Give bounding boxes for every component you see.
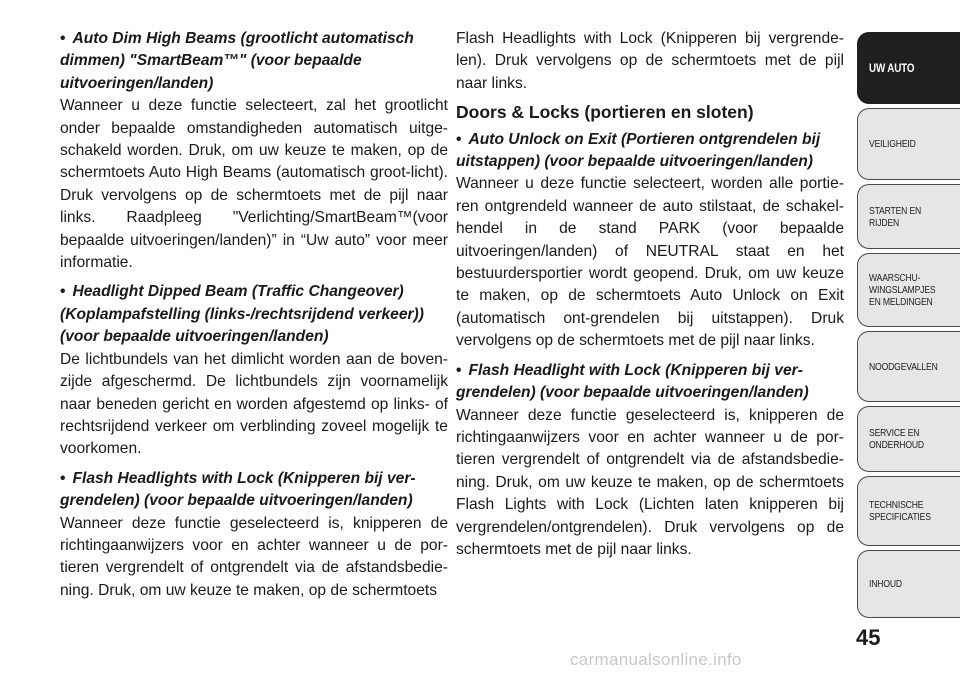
left-column	[60, 28, 448, 609]
item-flash-headlights-with-lock	[60, 468, 448, 602]
watermark: carmanualsonline.info	[570, 650, 742, 669]
tab-starten-en-rijden[interactable]	[857, 184, 960, 249]
item-title	[60, 281, 448, 348]
bullet: •	[456, 130, 462, 148]
bullet: •	[60, 283, 66, 301]
item-body: De lichtbundels van het dimlicht worden aan de boven-zijde afgeschermd. De lichtbundels zijn voornamelijk naar beneden gericht en worden afgestemd op links- of rechtsrijdend verkeer om verblinding zoveel mogelijk te voorkomen.	[60, 350, 448, 458]
item-auto-unlock-on-exit	[456, 129, 844, 353]
item-title	[456, 129, 844, 174]
tab-inhoud[interactable]	[857, 550, 960, 618]
section-heading: Doors & Locks (portieren en sloten)	[456, 102, 754, 123]
tab-technische-specificaties[interactable]	[857, 476, 960, 546]
item-body: Wanneer u deze functie selecteert, zal het grootlicht onder bepaalde omstandigheden automatisch uitge-schakeld worden. Druk, om uw keuze te maken, op de schermtoets Auto High Beams (automatisch groot-licht). Druk vervolgens op de schermtoets met de pijl naar links. Raadpleeg "Verlichting/SmartBeam™(voor bepaalde uitvoeringen/landen)” in “Uw auto” voor meer informatie.	[60, 97, 448, 272]
tab-label: NOODGEVALLEN	[869, 360, 938, 373]
item-title	[60, 28, 448, 95]
tab-waarschuwingslampjes[interactable]	[857, 253, 960, 327]
right-column	[456, 28, 844, 568]
tab-label: SERVICE EN ONDERHOUD	[869, 427, 924, 451]
tab-uw-auto[interactable]	[857, 32, 960, 104]
bullet: •	[456, 361, 462, 379]
bullet: •	[60, 469, 66, 487]
item-body: Wanneer deze functie geselecteerd is, knipperen de richtingaanwijzers voor en achter wanneer u de por-tieren vergrendelt of ontgrendelt via de afstandsbedie-ning. Druk, om uw keuze te maken, op de schermtoets	[60, 514, 448, 599]
tab-service-en-onderhoud[interactable]	[857, 406, 960, 472]
item-title-text: Auto Dim High Beams (grootlicht automatisch dimmen) "SmartBeam™" (voor bepaalde uitvoeringen/landen)	[60, 30, 414, 92]
tab-label: UW AUTO	[869, 61, 915, 75]
page-number: 45	[856, 625, 881, 650]
item-title-text: Flash Headlight with Lock (Knipperen bij ver-grendelen) (voor bepaalde uitvoeringen/landen)	[456, 361, 809, 402]
item-body: Wanneer deze functie geselecteerd is, knipperen de richtingaanwijzers voor en achter wanneer u de por-tieren vergrendelt of ontgrendelt via de afstandsbedie-ning. Druk, om uw keuze te maken, op de schermtoets Flash Lights with Lock (Lichten laten knipperen bij vergrendelen/ontgrendelen). Druk vervolgens op de schermtoets met de pijl naar links.	[456, 406, 844, 558]
item-title-text: Auto Unlock on Exit (Portieren ontgrendelen bij uitstappen) (voor bepaalde uitvoeringen/landen)	[456, 130, 821, 171]
item-auto-dim-high-beams	[60, 28, 448, 274]
item-headlight-dipped-beam	[60, 281, 448, 460]
item-body: Wanneer u deze functie selecteert, worden alle portie-ren ontgrendeld wanneer de auto stilstaat, de schakel-hendel in de stand PARK (voor bepaalde uitvoeringen/landen) of NEUTRAL staat en het bestuurdersportier wordt geopend. Druk, om uw keuze te maken, op de schermtoets Auto Unlock on Exit (automatisch ont-grendelen bij uitstappen). Druk vervolgens op de schermtoets met de pijl naar links.	[456, 175, 844, 350]
continuation-text: Flash Headlights with Lock (Knipperen bij vergrende-len). Druk vervolgens op de schermtoets met de pijl naar links.	[456, 30, 844, 92]
tab-label: VEILIGHEID	[869, 138, 916, 150]
item-title-text: Headlight Dipped Beam (Traffic Changeover) (Koplampafstelling (links-/rechtsrijdend verkeer)) (voor bepaalde uitvoeringen/landen)	[60, 283, 424, 346]
tab-label: TECHNISCHE SPECIFICATIES	[869, 499, 931, 523]
tab-label: STARTEN EN RIJDEN	[869, 204, 922, 229]
tab-label: INHOUD	[869, 578, 902, 590]
tab-label: WAARSCHU- WINGSLAMPJES EN MELDINGEN	[869, 272, 936, 308]
tab-noodgevallen[interactable]	[857, 331, 960, 402]
item-flash-headlight-with-lock	[456, 360, 844, 562]
item-title	[456, 360, 844, 405]
item-title-text: Flash Headlights with Lock (Knipperen bij ver-grendelen) (voor bepaalde uitvoeringen/landen)	[60, 469, 416, 510]
item-title	[60, 468, 448, 513]
bullet: •	[60, 30, 66, 47]
tab-veiligheid[interactable]	[857, 108, 960, 180]
